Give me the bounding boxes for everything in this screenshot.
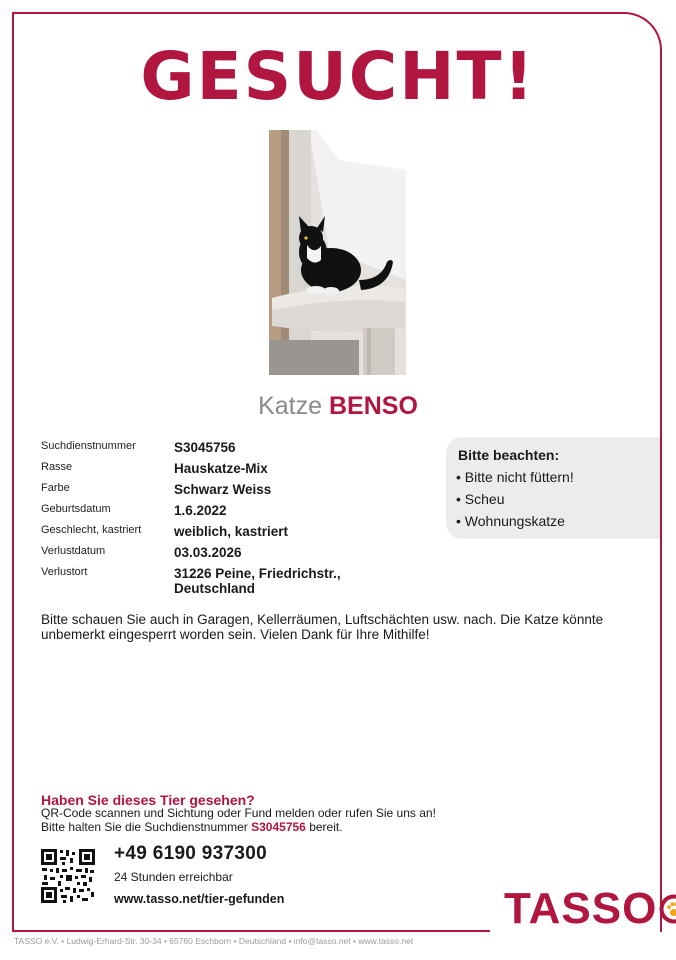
detail-label: Verlustort xyxy=(41,566,88,578)
detail-value: weiblich, kastriert xyxy=(174,524,289,539)
availability-text: 24 Stunden erreichbar xyxy=(114,870,233,884)
detail-label: Rasse xyxy=(41,461,73,473)
paw-icon xyxy=(659,894,676,924)
cta-line-2 xyxy=(41,820,343,834)
tasso-logo xyxy=(504,884,676,934)
headline: GESUCHT! xyxy=(140,38,536,115)
report-url-link[interactable]: www.tasso.net/tier-gefunden xyxy=(114,892,285,906)
notice-title: Bitte beachten: xyxy=(458,447,560,463)
pet-name: BENSO xyxy=(328,392,418,420)
search-advice: Bitte schauen Sie auch in Garagen, Kellerräumen, Luftschächten usw. nach. Die Katze könnte unbemerkt eingesperrt worden sein. Vielen Dank für Ihre Mithilfe! xyxy=(41,612,604,642)
notice-item: • Bitte nicht füttern! xyxy=(456,469,574,485)
notice-item: • Scheu xyxy=(456,491,505,507)
detail-label: Geschlecht, kastriert xyxy=(41,524,142,536)
pet-kind: Katze xyxy=(258,392,323,420)
detail-label: Verlustdatum xyxy=(41,545,106,557)
notice-item: • Wohnungskatze xyxy=(456,513,565,529)
cat-photo xyxy=(269,130,406,375)
detail-value: 1.6.2022 xyxy=(174,503,227,518)
cta-title: Haben Sie dieses Tier gesehen? xyxy=(41,792,255,808)
detail-value: Hauskatze-Mix xyxy=(174,461,268,476)
cta-line-2-suffix: bereit. xyxy=(305,820,343,834)
detail-value: Schwarz Weiss xyxy=(174,482,272,497)
detail-value: S3045756 xyxy=(174,440,236,455)
cta-line-2-prefix: Bitte halten Sie die Suchdienstnummer xyxy=(41,820,252,834)
footer-address: TASSO e.V. • Ludwig-Erhard-Str. 30-34 • 65760 Eschborn • Deutschland • info@tasso.net • www.tasso.net xyxy=(14,936,414,946)
detail-value: 03.03.2026 xyxy=(174,545,242,560)
poster-frame-bottom xyxy=(12,930,490,932)
tasso-logo-text: TASSO xyxy=(504,884,658,933)
detail-label: Geburtsdatum xyxy=(41,503,111,515)
qr-code-icon[interactable] xyxy=(41,849,95,903)
detail-value: 31226 Peine, Friedrichstr., Deutschland xyxy=(174,566,341,596)
detail-label: Suchdienstnummer xyxy=(41,440,136,452)
cta-search-number: S3045756 xyxy=(251,820,306,834)
notice-list xyxy=(456,468,574,534)
cta-line-1: QR-Code scannen und Sichtung oder Fund melden oder rufen Sie uns an! xyxy=(41,806,436,820)
detail-label: Farbe xyxy=(41,482,70,494)
notice-box xyxy=(446,437,660,539)
pet-title xyxy=(0,392,676,421)
phone-number[interactable]: +49 6190 937300 xyxy=(114,843,267,864)
